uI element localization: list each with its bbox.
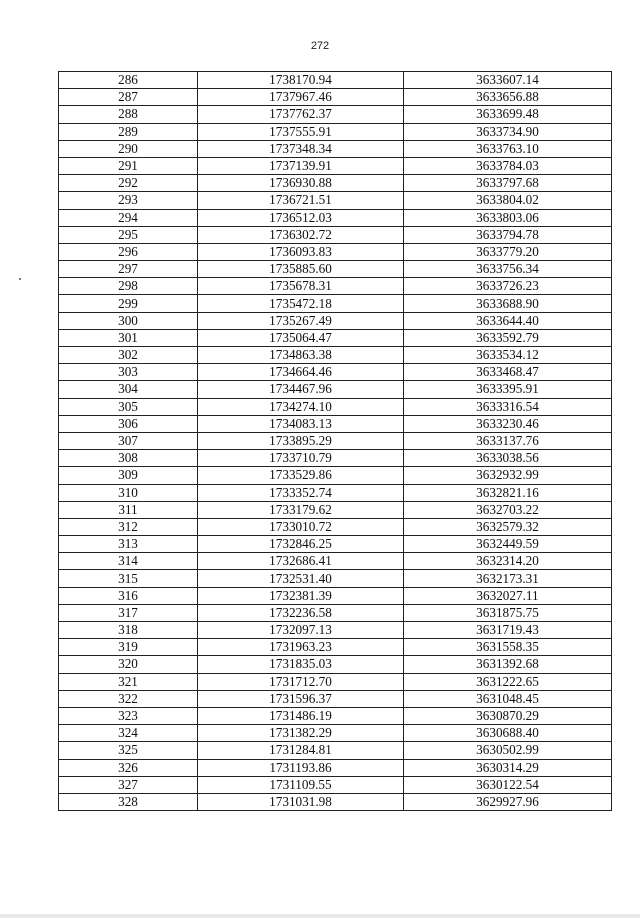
x-coordinate-cell: 1731596.37 [198, 690, 404, 707]
x-coordinate-cell: 1737348.34 [198, 140, 404, 157]
y-coordinate-cell: 3633756.34 [404, 261, 612, 278]
x-coordinate-cell: 1731284.81 [198, 742, 404, 759]
table-row [59, 553, 612, 570]
table-row [59, 450, 612, 467]
y-coordinate-cell: 3633592.79 [404, 329, 612, 346]
x-coordinate-cell: 1732531.40 [198, 570, 404, 587]
point-number-cell: 294 [59, 209, 198, 226]
x-coordinate-cell: 1733179.62 [198, 501, 404, 518]
y-coordinate-cell: 3633468.47 [404, 364, 612, 381]
point-number-cell: 302 [59, 347, 198, 364]
y-coordinate-cell: 3633803.06 [404, 209, 612, 226]
y-coordinate-cell: 3632027.11 [404, 587, 612, 604]
point-number-cell: 319 [59, 639, 198, 656]
table-row [59, 106, 612, 123]
point-number-cell: 286 [59, 72, 198, 89]
point-number-cell: 309 [59, 467, 198, 484]
coordinate-table-container [58, 71, 611, 811]
y-coordinate-cell: 3631558.35 [404, 639, 612, 656]
table-row [59, 707, 612, 724]
y-coordinate-cell: 3630870.29 [404, 707, 612, 724]
y-coordinate-cell: 3633797.68 [404, 175, 612, 192]
point-number-cell: 291 [59, 157, 198, 174]
x-coordinate-cell: 1736721.51 [198, 192, 404, 209]
table-row [59, 742, 612, 759]
table-row [59, 518, 612, 535]
y-coordinate-cell: 3630502.99 [404, 742, 612, 759]
x-coordinate-cell: 1731486.19 [198, 707, 404, 724]
x-coordinate-cell: 1732236.58 [198, 604, 404, 621]
coordinate-table [58, 71, 612, 811]
x-coordinate-cell: 1731109.55 [198, 776, 404, 793]
scan-speck [19, 278, 21, 280]
table-row [59, 415, 612, 432]
point-number-cell: 297 [59, 261, 198, 278]
y-coordinate-cell: 3630314.29 [404, 759, 612, 776]
y-coordinate-cell: 3633316.54 [404, 398, 612, 415]
x-coordinate-cell: 1732686.41 [198, 553, 404, 570]
table-row [59, 759, 612, 776]
y-coordinate-cell: 3633784.03 [404, 157, 612, 174]
table-row [59, 673, 612, 690]
y-coordinate-cell: 3632173.31 [404, 570, 612, 587]
table-row [59, 89, 612, 106]
x-coordinate-cell: 1736093.83 [198, 243, 404, 260]
x-coordinate-cell: 1731712.70 [198, 673, 404, 690]
y-coordinate-cell: 3632821.16 [404, 484, 612, 501]
y-coordinate-cell: 3629927.96 [404, 793, 612, 810]
table-row [59, 261, 612, 278]
table-row [59, 278, 612, 295]
x-coordinate-cell: 1731193.86 [198, 759, 404, 776]
y-coordinate-cell: 3631719.43 [404, 622, 612, 639]
y-coordinate-cell: 3632703.22 [404, 501, 612, 518]
y-coordinate-cell: 3633699.48 [404, 106, 612, 123]
point-number-cell: 315 [59, 570, 198, 587]
y-coordinate-cell: 3633230.46 [404, 415, 612, 432]
x-coordinate-cell: 1736930.88 [198, 175, 404, 192]
table-row [59, 484, 612, 501]
x-coordinate-cell: 1733710.79 [198, 450, 404, 467]
table-row [59, 157, 612, 174]
x-coordinate-cell: 1735267.49 [198, 312, 404, 329]
point-number-cell: 306 [59, 415, 198, 432]
x-coordinate-cell: 1733529.86 [198, 467, 404, 484]
x-coordinate-cell: 1738170.94 [198, 72, 404, 89]
x-coordinate-cell: 1734274.10 [198, 398, 404, 415]
y-coordinate-cell: 3631392.68 [404, 656, 612, 673]
point-number-cell: 313 [59, 536, 198, 553]
point-number-cell: 317 [59, 604, 198, 621]
y-coordinate-cell: 3632579.32 [404, 518, 612, 535]
x-coordinate-cell: 1734083.13 [198, 415, 404, 432]
y-coordinate-cell: 3632932.99 [404, 467, 612, 484]
x-coordinate-cell: 1732846.25 [198, 536, 404, 553]
x-coordinate-cell: 1733010.72 [198, 518, 404, 535]
point-number-cell: 312 [59, 518, 198, 535]
table-row [59, 793, 612, 810]
table-row [59, 690, 612, 707]
table-row [59, 329, 612, 346]
point-number-cell: 325 [59, 742, 198, 759]
page-bottom-edge [0, 914, 640, 918]
x-coordinate-cell: 1732097.13 [198, 622, 404, 639]
table-row [59, 140, 612, 157]
point-number-cell: 296 [59, 243, 198, 260]
point-number-cell: 308 [59, 450, 198, 467]
y-coordinate-cell: 3633688.90 [404, 295, 612, 312]
x-coordinate-cell: 1737762.37 [198, 106, 404, 123]
point-number-cell: 326 [59, 759, 198, 776]
y-coordinate-cell: 3630122.54 [404, 776, 612, 793]
x-coordinate-cell: 1731382.29 [198, 725, 404, 742]
table-row [59, 381, 612, 398]
point-number-cell: 290 [59, 140, 198, 157]
y-coordinate-cell: 3633656.88 [404, 89, 612, 106]
x-coordinate-cell: 1734467.96 [198, 381, 404, 398]
x-coordinate-cell: 1733352.74 [198, 484, 404, 501]
point-number-cell: 307 [59, 432, 198, 449]
table-row [59, 587, 612, 604]
x-coordinate-cell: 1735885.60 [198, 261, 404, 278]
y-coordinate-cell: 3633534.12 [404, 347, 612, 364]
page-number: 272 [310, 40, 330, 52]
point-number-cell: 324 [59, 725, 198, 742]
point-number-cell: 328 [59, 793, 198, 810]
table-row [59, 604, 612, 621]
point-number-cell: 316 [59, 587, 198, 604]
x-coordinate-cell: 1735472.18 [198, 295, 404, 312]
y-coordinate-cell: 3633607.14 [404, 72, 612, 89]
y-coordinate-cell: 3633804.02 [404, 192, 612, 209]
table-row [59, 501, 612, 518]
table-row [59, 175, 612, 192]
table-row [59, 725, 612, 742]
table-row [59, 639, 612, 656]
y-coordinate-cell: 3633395.91 [404, 381, 612, 398]
y-coordinate-cell: 3631222.65 [404, 673, 612, 690]
table-row [59, 295, 612, 312]
x-coordinate-cell: 1733895.29 [198, 432, 404, 449]
y-coordinate-cell: 3631875.75 [404, 604, 612, 621]
point-number-cell: 318 [59, 622, 198, 639]
point-number-cell: 305 [59, 398, 198, 415]
point-number-cell: 289 [59, 123, 198, 140]
y-coordinate-cell: 3632449.59 [404, 536, 612, 553]
x-coordinate-cell: 1735678.31 [198, 278, 404, 295]
x-coordinate-cell: 1737555.91 [198, 123, 404, 140]
table-row [59, 398, 612, 415]
coordinate-table-body [59, 72, 612, 811]
point-number-cell: 311 [59, 501, 198, 518]
table-row [59, 347, 612, 364]
x-coordinate-cell: 1731963.23 [198, 639, 404, 656]
y-coordinate-cell: 3633779.20 [404, 243, 612, 260]
point-number-cell: 321 [59, 673, 198, 690]
table-row [59, 432, 612, 449]
point-number-cell: 299 [59, 295, 198, 312]
x-coordinate-cell: 1734664.46 [198, 364, 404, 381]
table-row [59, 622, 612, 639]
table-row [59, 192, 612, 209]
table-row [59, 776, 612, 793]
point-number-cell: 293 [59, 192, 198, 209]
table-row [59, 209, 612, 226]
point-number-cell: 300 [59, 312, 198, 329]
table-row [59, 226, 612, 243]
x-coordinate-cell: 1731835.03 [198, 656, 404, 673]
point-number-cell: 320 [59, 656, 198, 673]
point-number-cell: 310 [59, 484, 198, 501]
table-row [59, 536, 612, 553]
point-number-cell: 314 [59, 553, 198, 570]
point-number-cell: 298 [59, 278, 198, 295]
x-coordinate-cell: 1734863.38 [198, 347, 404, 364]
point-number-cell: 295 [59, 226, 198, 243]
point-number-cell: 323 [59, 707, 198, 724]
y-coordinate-cell: 3633734.90 [404, 123, 612, 140]
y-coordinate-cell: 3632314.20 [404, 553, 612, 570]
x-coordinate-cell: 1737967.46 [198, 89, 404, 106]
y-coordinate-cell: 3633726.23 [404, 278, 612, 295]
y-coordinate-cell: 3631048.45 [404, 690, 612, 707]
table-row [59, 570, 612, 587]
table-row [59, 364, 612, 381]
x-coordinate-cell: 1732381.39 [198, 587, 404, 604]
y-coordinate-cell: 3633038.56 [404, 450, 612, 467]
table-row [59, 467, 612, 484]
x-coordinate-cell: 1735064.47 [198, 329, 404, 346]
point-number-cell: 327 [59, 776, 198, 793]
point-number-cell: 303 [59, 364, 198, 381]
table-row [59, 72, 612, 89]
table-row [59, 656, 612, 673]
point-number-cell: 292 [59, 175, 198, 192]
point-number-cell: 288 [59, 106, 198, 123]
table-row [59, 312, 612, 329]
point-number-cell: 287 [59, 89, 198, 106]
point-number-cell: 304 [59, 381, 198, 398]
x-coordinate-cell: 1737139.91 [198, 157, 404, 174]
point-number-cell: 301 [59, 329, 198, 346]
x-coordinate-cell: 1736512.03 [198, 209, 404, 226]
point-number-cell: 322 [59, 690, 198, 707]
table-row [59, 243, 612, 260]
y-coordinate-cell: 3630688.40 [404, 725, 612, 742]
y-coordinate-cell: 3633644.40 [404, 312, 612, 329]
y-coordinate-cell: 3633137.76 [404, 432, 612, 449]
table-row [59, 123, 612, 140]
y-coordinate-cell: 3633794.78 [404, 226, 612, 243]
x-coordinate-cell: 1731031.98 [198, 793, 404, 810]
y-coordinate-cell: 3633763.10 [404, 140, 612, 157]
x-coordinate-cell: 1736302.72 [198, 226, 404, 243]
